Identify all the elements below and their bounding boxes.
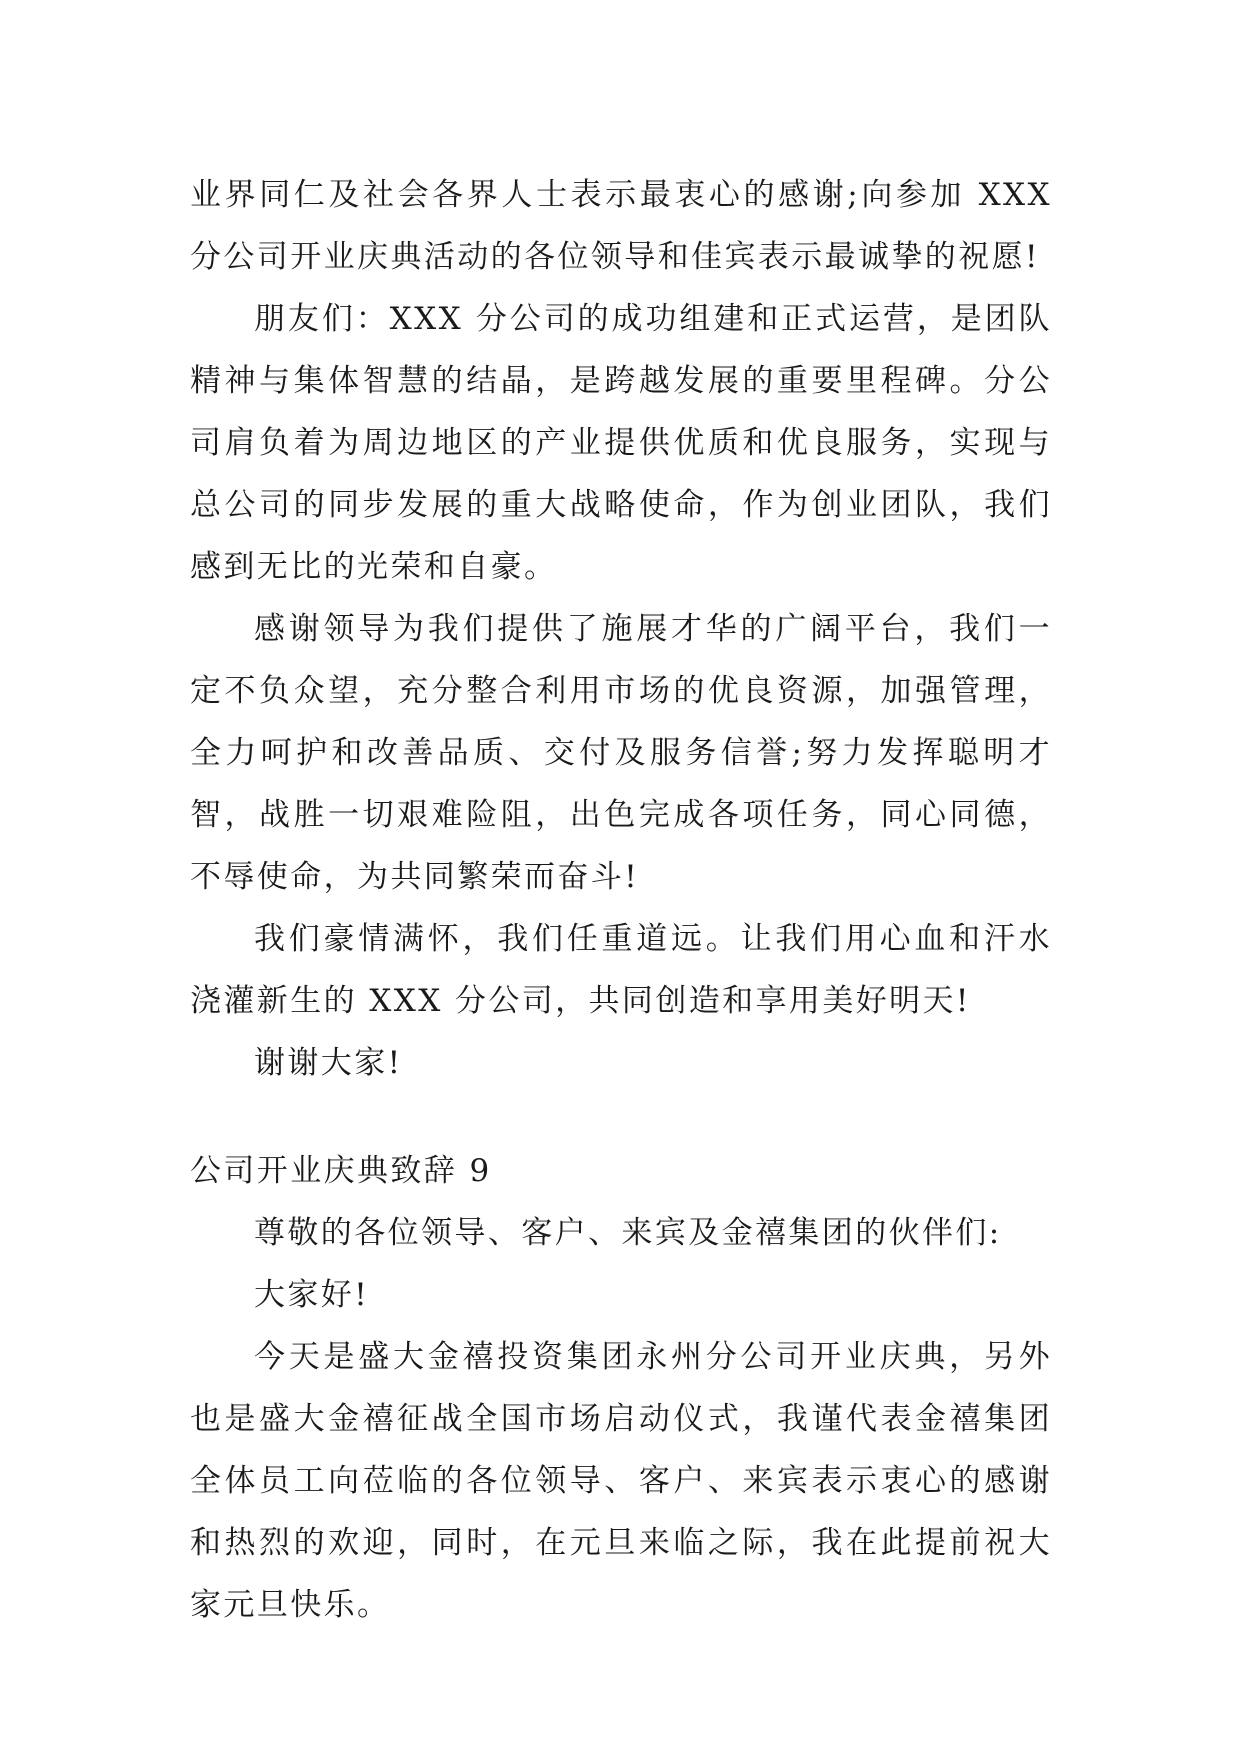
paragraph-ambition: 我们豪情满怀，我们任重道远。让我们用心血和汗水浇灌新生的 XXX 分公司，共同创造和享用美好明天! xyxy=(190,921,1052,1019)
section-heading: 公司开业庆典致辞 9 xyxy=(190,1153,492,1189)
paragraph-closing: 谢谢大家! xyxy=(254,1045,403,1081)
paragraph-opening-ceremony: 今天是盛大金禧投资集团永州分公司开业庆典，另外也是盛大金禧征战全国市场启动仪式，我谨代表金禧集团全体员工向莅临的各位领导、客户、来宾表示衷心的感谢和热烈的欢迎，同时，在元旦来临之际，我在此提前祝大家元旦快乐。 xyxy=(190,1339,1052,1623)
paragraph-continuation: 业界同仁及社会各界人士表示最衷心的感谢;向参加 XXX 分公司开业庆典活动的各位领导和佳宾表示最诚挚的祝愿! xyxy=(190,177,1052,275)
paragraph-thanks-leaders: 感谢领导为我们提供了施展才华的广阔平台，我们一定不负众望，充分整合利用市场的优良资源，加强管理，全力呵护和改善品质、交付及服务信誉;努力发挥聪明才智，战胜一切艰难险阻，出色完成各项任务，同心同德，不辱使命，为共同繁荣而奋斗! xyxy=(190,611,1052,895)
greeting-line: 大家好! xyxy=(254,1277,370,1313)
paragraph-friends: 朋友们：XXX 分公司的成功组建和正式运营，是团队精神与集体智慧的结晶，是跨越发展的重要里程碑。分公司肩负着为周边地区的产业提供优质和优良服务，实现与总公司的同步发展的重大战略使命，作为创业团队，我们感到无比的光荣和自豪。 xyxy=(190,301,1052,585)
document-body xyxy=(190,164,1052,1636)
salutation-line: 尊敬的各位领导、客户、来宾及金禧集团的伙伴们: xyxy=(254,1215,1002,1251)
